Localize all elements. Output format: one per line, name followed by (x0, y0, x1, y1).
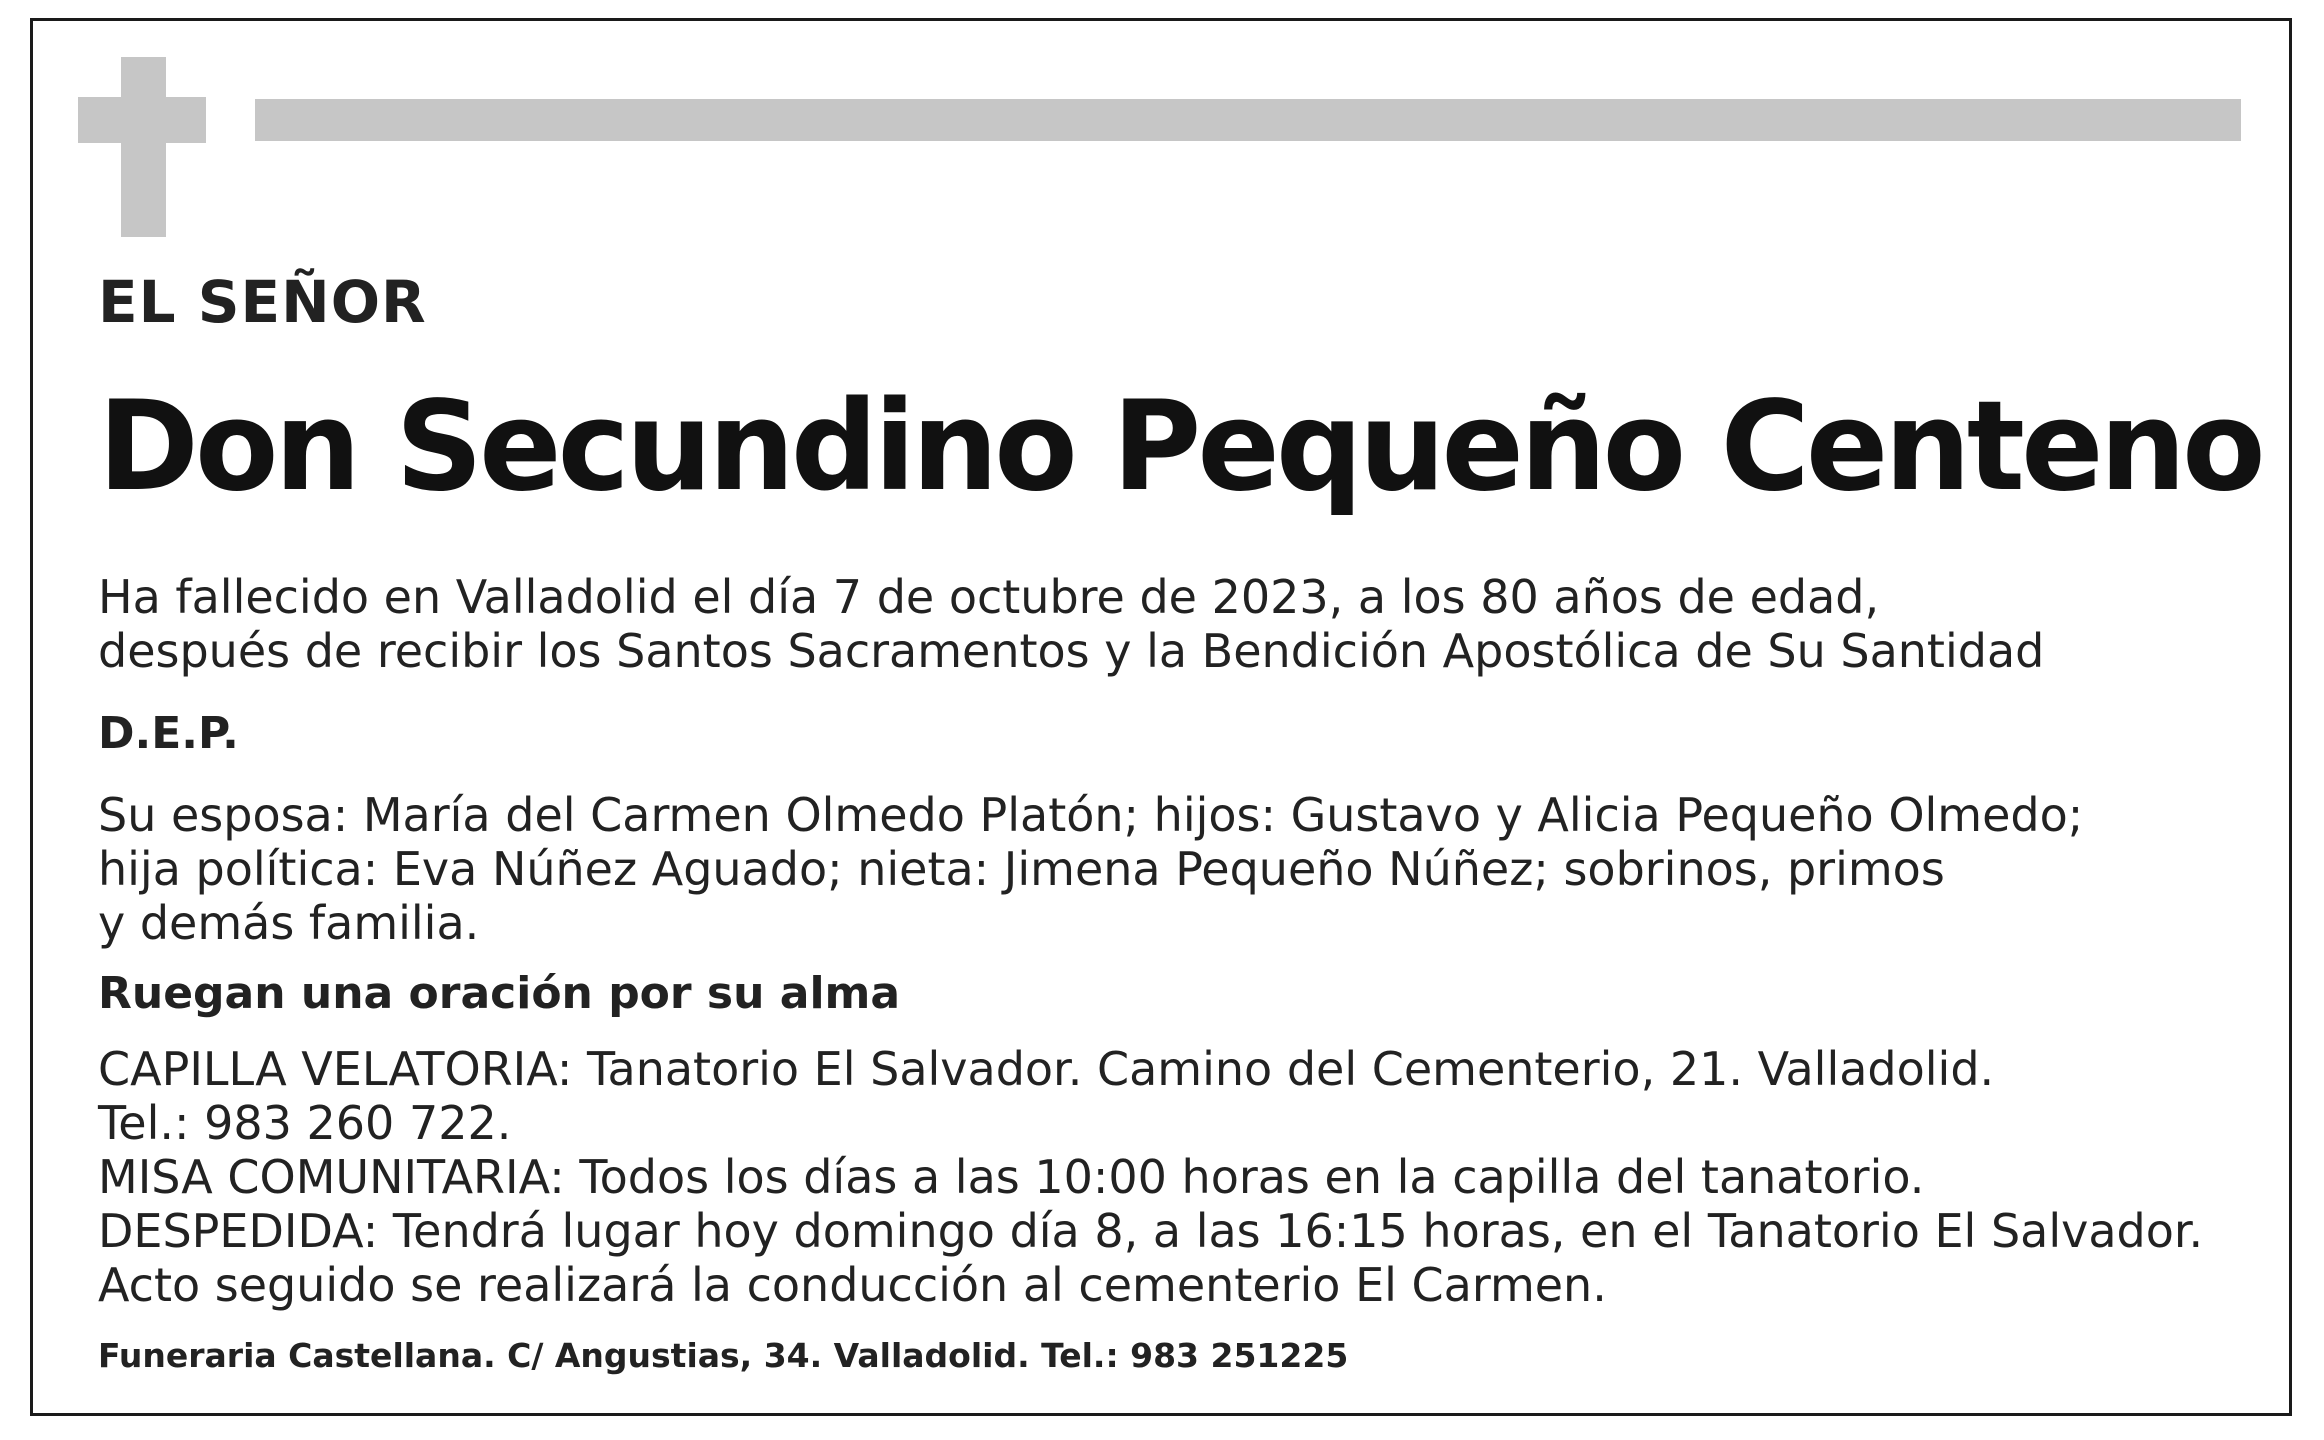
family-line-3: y demás familia. (98, 896, 480, 950)
salutation: EL SEÑOR (98, 268, 427, 336)
header-rule (255, 99, 2241, 141)
family-line-2: hija política: Eva Núñez Aguado; nieta: Jimena Pequeño Núñez; sobrinos, primos (98, 842, 1945, 896)
event-line-1: CAPILLA VELATORIA: Tanatorio El Salvador. Camino del Cementerio, 21. Valladolid. (98, 1042, 1995, 1096)
cross-horizontal-bar (78, 97, 206, 143)
deceased-name: Don Secundino Pequeño Centeno (98, 375, 2262, 519)
event-line-5: Acto seguido se realizará la conducción al cementerio El Carmen. (98, 1258, 1607, 1312)
event-line-4: DESPEDIDA: Tendrá lugar hoy domingo día 8, a las 16:15 horas, en el Tanatorio El Salvador. (98, 1204, 2204, 1258)
intro-line-2: después de recibir los Santos Sacramentos y la Bendición Apostólica de Su Santidad (98, 624, 2045, 678)
intro-line-1: Ha fallecido en Valladolid el día 7 de octubre de 2023, a los 80 años de edad, (98, 570, 1880, 624)
event-line-2: Tel.: 983 260 722. (98, 1096, 512, 1150)
event-line-3: MISA COMUNITARIA: Todos los días a las 10:00 horas en la capilla del tanatorio. (98, 1150, 1925, 1204)
cross-vertical-bar (121, 57, 166, 237)
rest-in-peace: D.E.P. (98, 708, 239, 759)
funeral-home-footer: Funeraria Castellana. C/ Angustias, 34. Valladolid. Tel.: 983 251225 (98, 1336, 1349, 1375)
prayer-request: Ruegan una oración por su alma (98, 968, 901, 1019)
family-line-1: Su esposa: María del Carmen Olmedo Platón; hijos: Gustavo y Alicia Pequeño Olmedo; (98, 788, 2084, 842)
